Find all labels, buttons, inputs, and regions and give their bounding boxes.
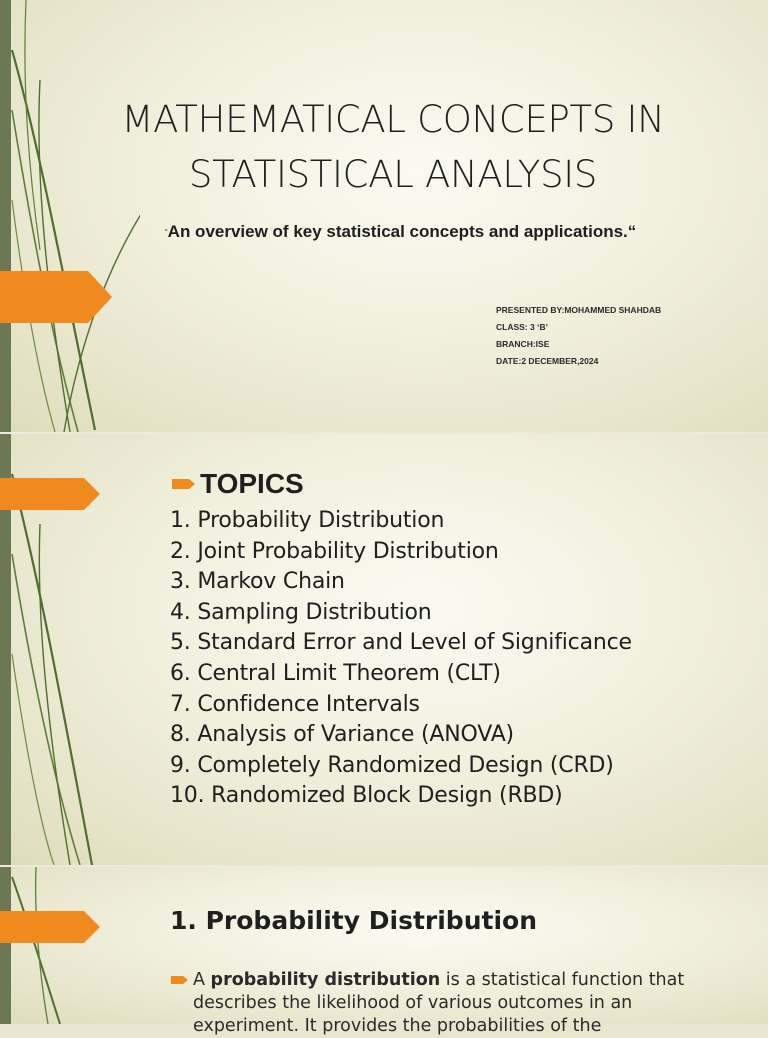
definition-text — [193, 969, 731, 1038]
definition-pre: A — [193, 970, 211, 990]
topic-item: 5. Standard Error and Level of Significance — [170, 630, 632, 656]
presenter-branch: BRANCH:ISE — [496, 339, 550, 349]
section-title-text: Probability Distribution — [205, 906, 537, 935]
presenter-info — [496, 302, 661, 370]
arrow-bullet-icon — [171, 974, 191, 986]
orange-tab-marker — [0, 911, 100, 943]
presenter-name: PRESENTED BY:MOHAMMED SHAHDAB — [496, 305, 662, 315]
topic-item: 4. Sampling Distribution — [170, 599, 432, 625]
topic-item: 6. Central Limit Theorem (CLT) — [170, 660, 501, 686]
definition-term: probability distribution — [210, 970, 441, 990]
topic-item: 9. Completely Randomized Design (CRD) — [170, 752, 614, 778]
subtitle-text: An overview of key statistical concepts and applications.“ — [167, 222, 637, 241]
presenter-class: CLASS: 3 ‘B’ — [496, 322, 548, 332]
topics-heading-text: TOPICS — [200, 468, 304, 499]
section-number: 1. — [170, 906, 206, 935]
presentation-subtitle — [165, 222, 636, 242]
definition-post: is a statistical function that describes the likelihood of various outcomes in an experiment. It provides the probabilities of the — [193, 970, 685, 1036]
title-slide — [0, 0, 768, 432]
topic-item: 3. Markov Chain — [170, 569, 345, 595]
topic-item: 7. Confidence Intervals — [170, 691, 420, 717]
frond-decoration — [0, 867, 140, 1024]
presentation-date: DATE:2 DECEMBER,2024 — [496, 356, 599, 366]
frond-decoration — [0, 0, 140, 432]
topic-item: 10. Randomized Block Design (RBD) — [170, 783, 563, 809]
topics-heading — [172, 468, 304, 500]
topic-item: 1. Probability Distribution — [170, 508, 445, 533]
definition-paragraph — [171, 969, 731, 1038]
orange-tab-marker — [0, 271, 112, 323]
subtitle-open-quote: “ — [165, 228, 168, 238]
section-title — [170, 906, 537, 935]
title-line-1: MATHEMATICAL CONCEPTS IN — [121, 98, 665, 141]
presentation-title — [0, 92, 768, 202]
orange-tab-marker — [0, 478, 100, 510]
topic-item: 2. Joint Probability Distribution — [170, 538, 499, 564]
topics-list — [170, 506, 632, 812]
topic-item: 8. Analysis of Variance (ANOVA) — [170, 722, 514, 748]
title-line-2: STATISTICAL ANALYSIS — [188, 153, 598, 196]
arrow-bullet-icon — [172, 477, 198, 491]
